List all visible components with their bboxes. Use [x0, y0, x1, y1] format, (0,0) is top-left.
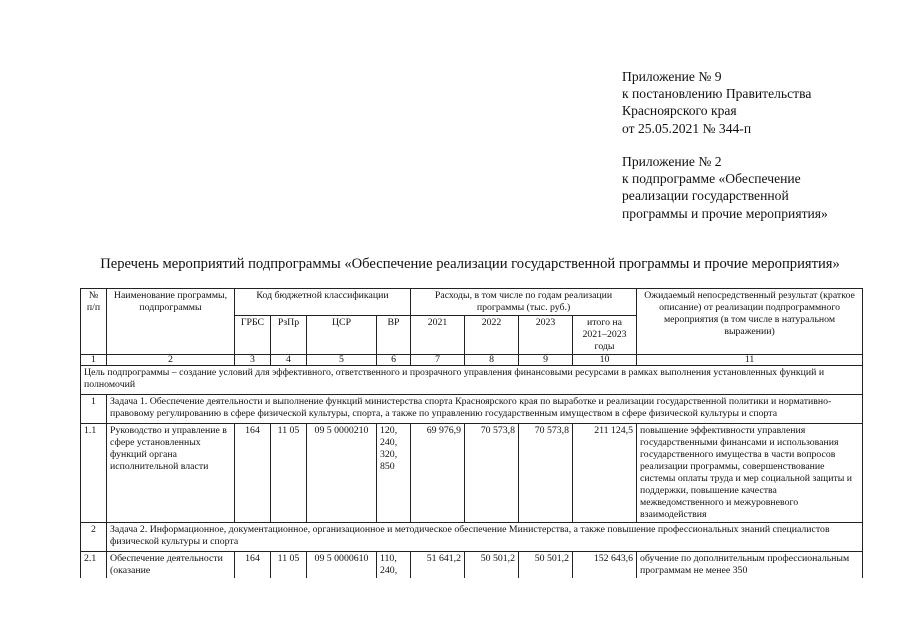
header-name: Наименование программы, подпрограммы [107, 289, 235, 355]
appendix-2-line: Приложение № 2 [622, 154, 722, 169]
appendix-9-line: к постановлению Правительства [622, 86, 812, 102]
row-2022: 50 501,2 [465, 552, 519, 581]
column-number: 9 [519, 355, 573, 366]
column-number: 8 [465, 355, 519, 366]
table-row [81, 424, 863, 523]
measures-table [80, 288, 863, 581]
appendix-9-line: от 25.05.2021 № 344-п [622, 120, 752, 136]
task-text: Задача 2. Информационное, документационное, организационное и методическое обеспечение Министерства, а также повышение профессиональных знаний специалистов физической культуры и спорта [107, 523, 863, 552]
appendix-2-line: к подпрограмме «Обеспечение [622, 171, 801, 187]
row-grbs: 164 [235, 552, 271, 581]
row-csr: 09 5 0000210 [307, 424, 377, 523]
row-grbs: 164 [235, 424, 271, 523]
row-vr: 110, 240, [377, 552, 411, 581]
appendix-9-block [622, 68, 811, 137]
row-2021: 51 641,2 [411, 552, 465, 581]
column-number: 4 [271, 355, 307, 366]
appendix-2-line: программы и прочие мероприятия» [622, 205, 828, 221]
row-name: Обеспечение деятельности (оказание [107, 552, 235, 581]
header-2023: 2023 [519, 316, 573, 355]
appendix-9-line: Красноярского края [622, 103, 737, 119]
goal-text: Цель подпрограммы – создание условий для эффективного, ответственного и прозрачного управления финансовыми ресурсами в рамках выполнения установленных функций и полномочий [81, 366, 863, 395]
row-result: повышение эффективности управления государственными финансами и использования государственного имущества в части вопросов реализации программы, совершенствование системы оплаты труда и мер социальной защиты и поддержки, повышение качества межведомственного и межуровневого взаимодействия [637, 424, 863, 523]
column-number: 5 [307, 355, 377, 366]
column-number-row [81, 355, 863, 366]
header-code-group: Код бюджетной классификации [235, 289, 411, 316]
row-num: 2.1 [81, 552, 107, 581]
row-vr: 120, 240, 320, 850 [377, 424, 411, 523]
row-rzpr: 11 05 [271, 424, 307, 523]
document-title: Перечень мероприятий подпрограммы «Обеспечение реализации государственной программы и прочие мероприятия» [100, 256, 840, 272]
row-num: 1.1 [81, 424, 107, 523]
column-number: 3 [235, 355, 271, 366]
header-2021: 2021 [411, 316, 465, 355]
row-total: 152 643,6 [573, 552, 637, 581]
header-csr: ЦСР [307, 316, 377, 355]
goal-row [81, 366, 863, 395]
column-number: 2 [107, 355, 235, 366]
column-number: 6 [377, 355, 411, 366]
table-header-row [81, 289, 863, 316]
row-csr: 09 5 0000610 [307, 552, 377, 581]
column-number: 10 [573, 355, 637, 366]
column-number: 1 [81, 355, 107, 366]
table-row [81, 552, 863, 581]
task-text: Задача 1. Обеспечение деятельности и выполнение функций министерства спорта Красноярского края по выработке и реализации государственной политики и нормативно-правовому регулированию в сфере физической культуры, спорта, а также по управлению государственным имуществом в сфере физической культуры и спорта [107, 395, 863, 424]
row-rzpr: 11 05 [271, 552, 307, 581]
header-vr: ВР [377, 316, 411, 355]
task-num: 1 [81, 395, 107, 424]
header-total: итого на 2021–2023 годы [573, 316, 637, 355]
row-name: Руководство и управление в сфере установленных функций органа исполнительной власти [107, 424, 235, 523]
appendix-2-block [622, 153, 828, 222]
row-2023: 50 501,2 [519, 552, 573, 581]
task-row [81, 395, 863, 424]
page-cut-area [0, 578, 900, 640]
column-number: 11 [637, 355, 863, 366]
header-2022: 2022 [465, 316, 519, 355]
header-expenses-group: Расходы, в том числе по годам реализации программы (тыс. руб.) [411, 289, 637, 316]
appendix-2-line: реализации государственной [622, 188, 789, 204]
appendix-9-line: Приложение № 9 [622, 69, 722, 84]
task-num: 2 [81, 523, 107, 552]
row-2021: 69 976,9 [411, 424, 465, 523]
row-2022: 70 573,8 [465, 424, 519, 523]
row-result: обучение по дополнительным профессиональным программам не менее 350 [637, 552, 863, 581]
row-total: 211 124,5 [573, 424, 637, 523]
header-grbs: ГРБС [235, 316, 271, 355]
header-rzpr: РзПр [271, 316, 307, 355]
task-row [81, 523, 863, 552]
column-number: 7 [411, 355, 465, 366]
header-num: № п/п [81, 289, 107, 355]
header-result: Ожидаемый непосредственный результат (краткое описание) от реализации подпрограммного мероприятия (в том числе в натуральном выражении) [637, 289, 863, 355]
row-2023: 70 573,8 [519, 424, 573, 523]
